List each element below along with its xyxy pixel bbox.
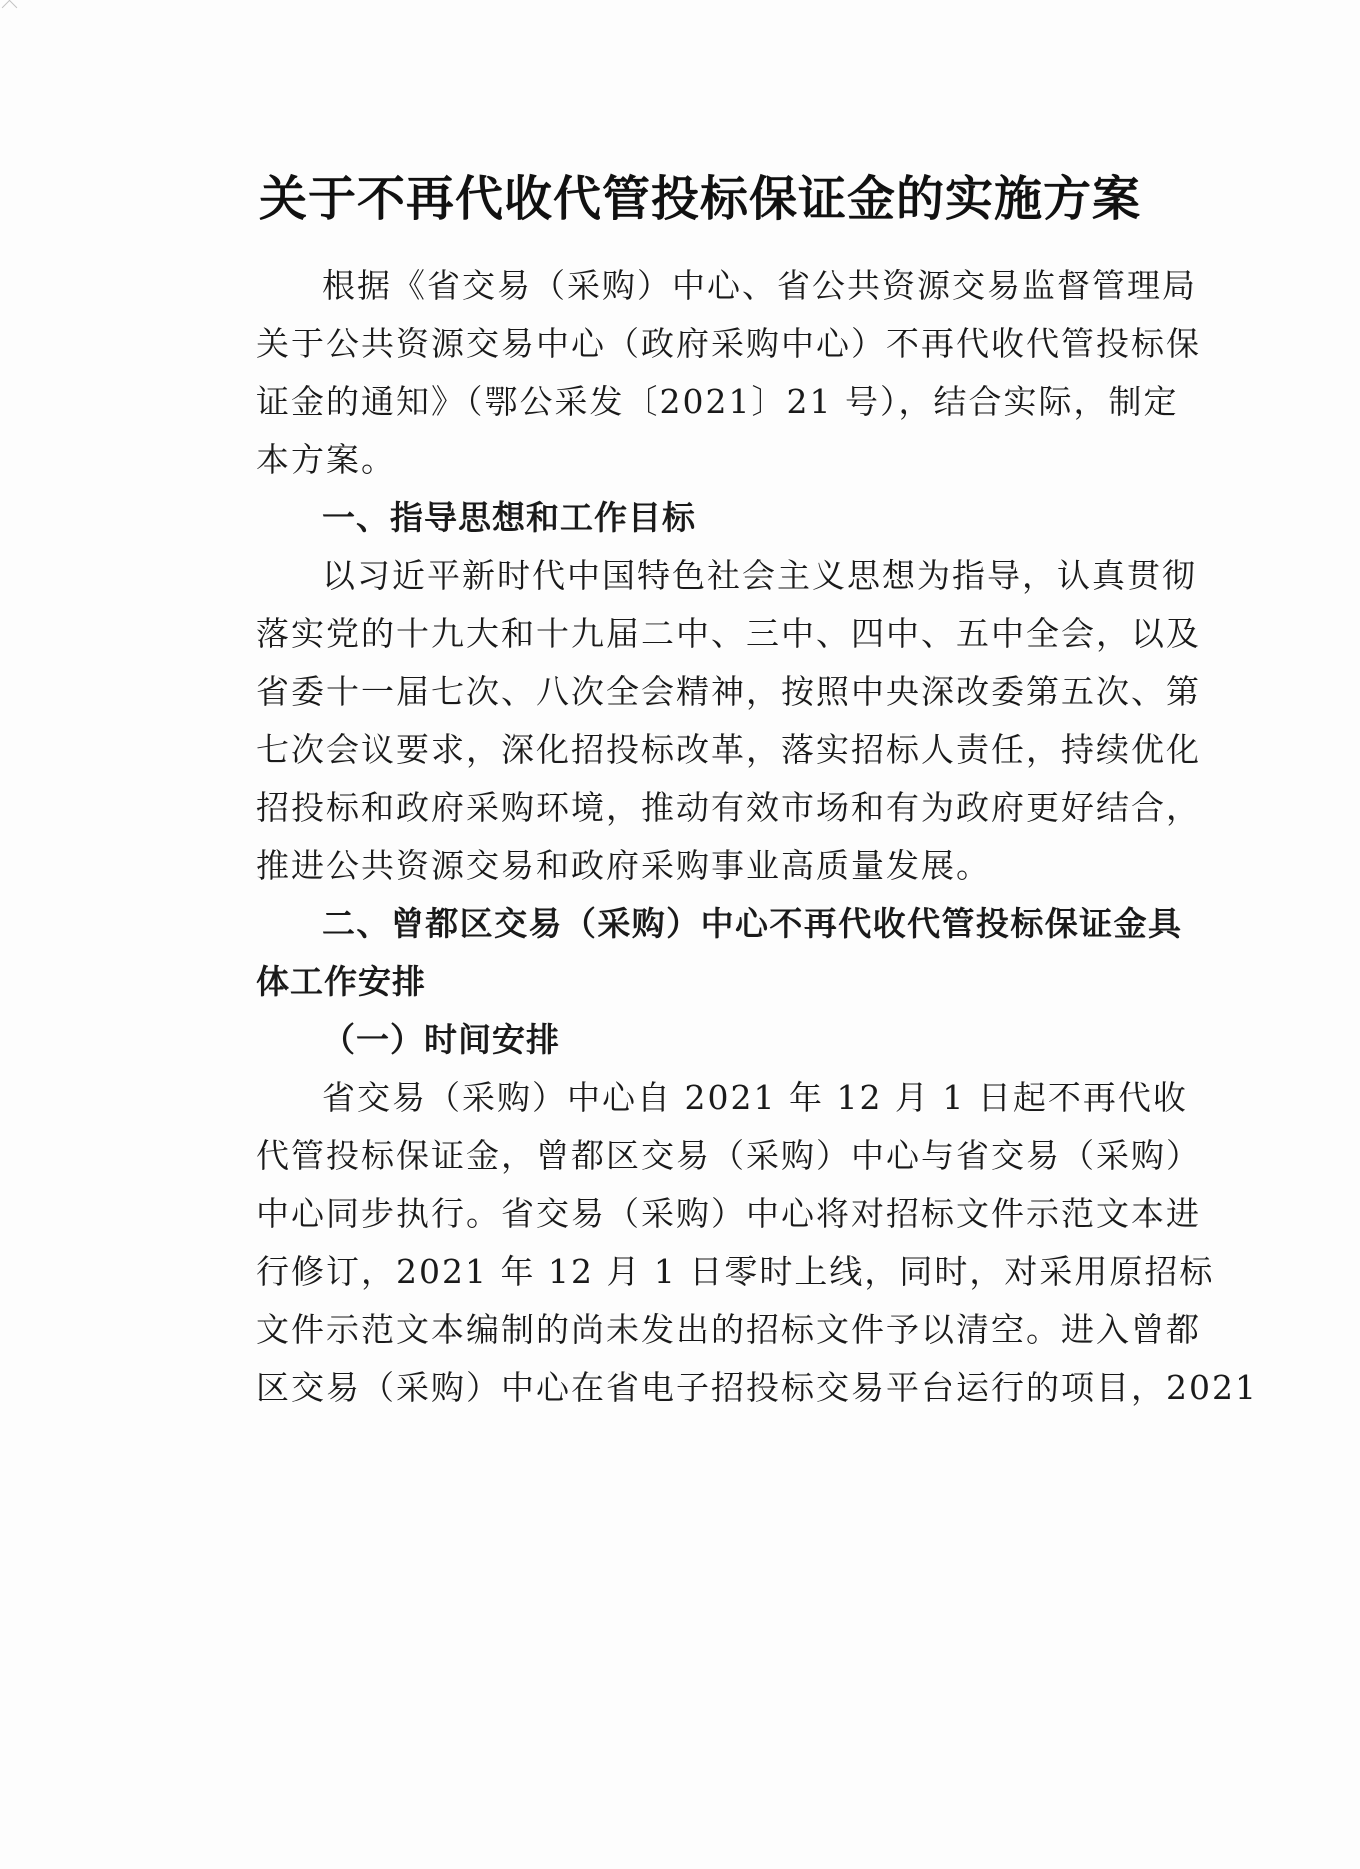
paragraph-line: 根据《省交易（采购）中心、省公共资源交易监督管理局 [322, 266, 1197, 305]
section-heading-1: 一、指导思想和工作目标 [322, 498, 696, 537]
section-heading-2-cont: 体工作安排 [256, 962, 426, 1001]
paragraph-line: 落实党的十九大和十九届二中、三中、四中、五中全会，以及 [256, 614, 1201, 653]
paragraph-line: 证金的通知》（鄂公采发〔2021〕21 号），结合实际，制定 [256, 382, 1179, 421]
paragraph-line: 七次会议要求，深化招投标改革，落实招标人责任，持续优化 [256, 730, 1201, 769]
subsection-heading: （一）时间安排 [322, 1020, 560, 1059]
paragraph-line: 本方案。 [256, 440, 396, 479]
paragraph-line: 区交易（采购）中心在省电子招投标交易平台运行的项目，2021 [256, 1368, 1258, 1407]
paragraph-line: 关于公共资源交易中心（政府采购中心）不再代收代管投标保 [256, 324, 1201, 363]
paragraph-line: 行修订，2021 年 12 月 1 日零时上线，同时，对采用原招标 [256, 1252, 1215, 1291]
paragraph-line: 以习近平新时代中国特色社会主义思想为指导，认真贯彻 [322, 556, 1197, 595]
paragraph-line: 省交易（采购）中心自 2021 年 12 月 1 日起不再代收 [322, 1078, 1188, 1117]
paragraph-line: 代管投标保证金，曾都区交易（采购）中心与省交易（采购） [256, 1136, 1201, 1175]
paragraph-line: 省委十一届七次、八次全会精神，按照中央深改委第五次、第 [256, 672, 1201, 711]
document-title: 关于不再代收代管投标保证金的实施方案 [258, 171, 1141, 227]
paragraph-line: 招投标和政府采购环境，推动有效市场和有为政府更好结合， [256, 788, 1201, 827]
paragraph-line: 文件示范文本编制的尚未发出的招标文件予以清空。进入曾都 [256, 1310, 1201, 1349]
section-heading-2: 二、曾都区交易（采购）中心不再代收代管投标保证金具 [322, 904, 1182, 943]
paragraph-line: 中心同步执行。省交易（采购）中心将对招标文件示范文本进 [256, 1194, 1201, 1233]
paragraph-line: 推进公共资源交易和政府采购事业高质量发展。 [256, 846, 991, 885]
scan-corner-mark [2, 0, 18, 15]
